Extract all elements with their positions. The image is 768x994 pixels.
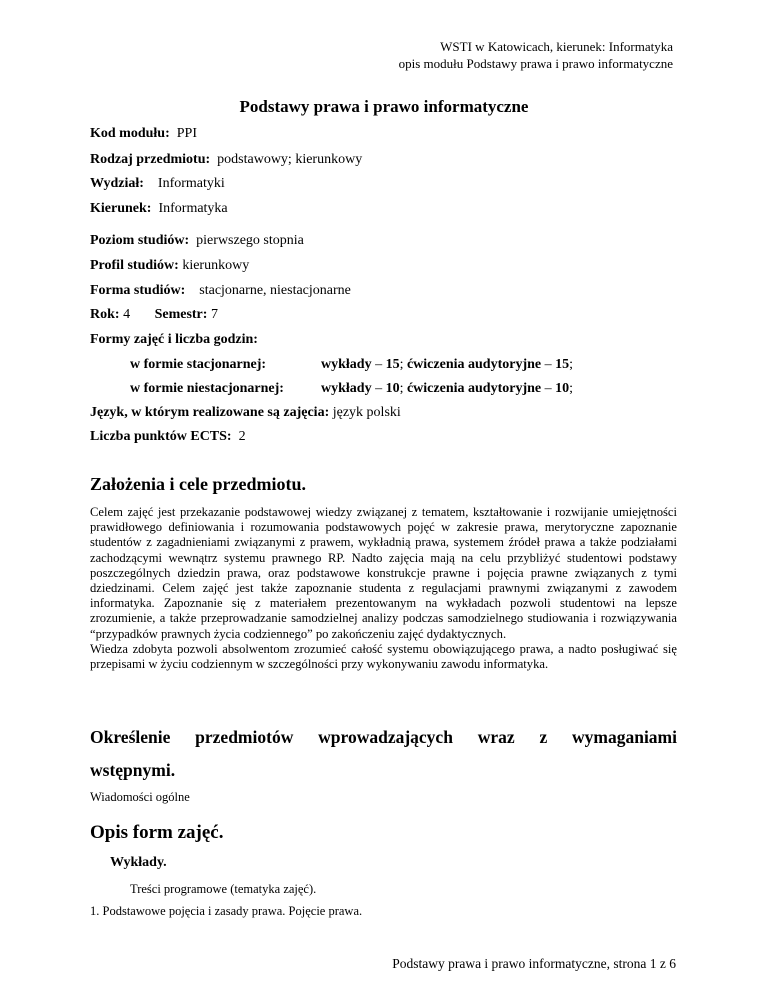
field-kierunek-label: Kierunek: [90,201,152,216]
hours-row-niestacjonarna-label: w formie niestacjonarnej: [130,381,284,396]
lecture-label: wykłady [321,381,372,396]
tresci-programowe: Treści programowe (tematyka zajęć). [130,882,317,896]
field-wydzial-value: Informatyki [157,176,225,191]
dash: – [541,357,556,372]
field-kod [90,126,197,142]
section-wprowadzajace-text: Wiadomości ogólne [90,790,190,804]
lecture-hours: 10 [385,381,400,396]
field-jezyk-label: Język, w którym realizowane są zajęcia: [90,405,330,420]
end-mark: ; [569,381,574,396]
hours-row-niestacjonarna-value [321,381,573,397]
paragraph: Celem zajęć jest przekazanie podstawowej wiedzy związanej z tematem, kształtowanie i rozwijanie umiejętności prawidłowego definiowania i rozumowania podstawowych pojęć w zakresie prawa, merytoryczne zapoznanie studentów z zagadnieniami związanymi z prawem, wykładnią prawa, systemem źródeł prawa a także podziałami zachodzącymi wewnątrz systemu prawnego RP. Nadto zajęcia mają na celu przybliżyć studentowi podstawy poszczególnych dziedzin prawa, oraz podstawowe konstrukcje prawne i pojęcia prawne związanych z tymi dziedzinami. Celem zajęć jest także zapoznanie studenta z regulacjami prawnymi związanymi z zawodem informatyka. Zapoznanie się z materiałem prezentowanym na wykładach pozwoli studentowi na lepsze zrozumienie, a także przeprowadzanie samodzielnej analizy podczas samodzielnego studiowania i rozwiązywania “przypadków prawnych życia codziennego” po zakończeniu zajęć dydaktycznych. [90,505,677,641]
heading-word: przedmiotów [195,727,294,747]
section-wprowadzajace-heading-line2: wstępnymi. [90,760,176,780]
field-profil-label: Profil studiów: [90,258,179,273]
exercise-hours: 15 [555,357,570,372]
heading-word: wymaganiami [572,727,677,747]
field-ects-value: 2 [238,429,246,444]
hours-row-stacjonarna-value [321,357,573,373]
dash: – [371,357,386,372]
section-zalozenia-heading: Założenia i cele przedmiotu. [90,474,306,494]
field-semestr-label: Semestr: [154,307,208,322]
paragraph: Wiedza zdobyta pozwoli absolwentom zrozumieć całość systemu obowiązującego prawa, a nadto posługiwać się przepisami w życiu codziennym w szczególności przy wykonywaniu zawodu informatyka. [90,641,677,672]
page-footer: Podstawy prawa i prawo informatyczne, strona 1 z 6 [392,956,676,971]
field-rok-semestr [90,307,218,323]
topic-item-1: 1. Podstawowe pojęcia i zasady prawa. Pojęcie prawa. [90,904,363,918]
document-title: Podstawy prawa i prawo informatyczne [239,97,529,116]
field-kod-value: PPI [176,126,197,141]
field-wydzial [90,176,225,192]
page-header [399,38,673,72]
field-rok-label: Rok: [90,307,120,322]
heading-word: wprowadzających [318,727,453,747]
exercise-label: ćwiczenia audytoryjne [406,357,542,372]
field-ects-label: Liczba punktów ECTS: [90,429,232,444]
field-profil-value: kierunkowy [182,258,250,273]
end-mark: ; [569,357,574,372]
heading-word: wraz [477,727,515,747]
header-line-1: WSTI w Katowicach, kierunek: Informatyka [440,39,673,54]
heading-word: z [539,727,548,747]
formy-heading-text: Formy zajęć i liczba godzin: [90,332,258,347]
field-rok-value: 4 [123,307,131,322]
field-kierunek-value: Informatyka [158,201,228,216]
section-opis-heading: Opis form zajęć. [90,822,224,843]
field-rodzaj [90,152,362,168]
header-line-2: opis modułu Podstawy prawa i prawo informatyczne [398,56,673,71]
field-kod-label: Kod modułu: [90,126,170,141]
field-wydzial-label: Wydział: [90,176,144,191]
field-semestr-value: 7 [210,307,218,322]
field-jezyk-value: język polski [332,405,401,420]
field-rodzaj-value: podstawowy; kierunkowy [217,152,363,167]
section-wyklady-subheading: Wykłady. [110,855,167,870]
formy-heading [90,332,258,348]
field-poziom-value: pierwszego stopnia [196,233,304,248]
dash: – [541,381,556,396]
field-jezyk [90,405,401,421]
field-forma-label: Forma studiów: [90,283,186,298]
field-ects [90,429,246,445]
field-profil [90,258,249,274]
field-forma [90,283,351,299]
field-kierunek [90,201,228,217]
field-rodzaj-label: Rodzaj przedmiotu: [90,152,211,167]
field-forma-value: stacjonarne, niestacjonarne [199,283,351,298]
hours-row-stacjonarna-label: w formie stacjonarnej: [130,357,267,372]
lecture-label: wykłady [321,357,372,372]
separator: ; [399,381,407,396]
exercise-hours: 10 [555,381,570,396]
field-poziom-label: Poziom studiów: [90,233,190,248]
section-wprowadzajace-heading [90,727,677,748]
dash: – [371,381,386,396]
lecture-hours: 15 [385,357,400,372]
field-poziom [90,233,304,249]
exercise-label: ćwiczenia audytoryjne [406,381,542,396]
section-zalozenia-body [90,505,677,672]
heading-word: Określenie [90,727,171,747]
separator: ; [399,357,407,372]
